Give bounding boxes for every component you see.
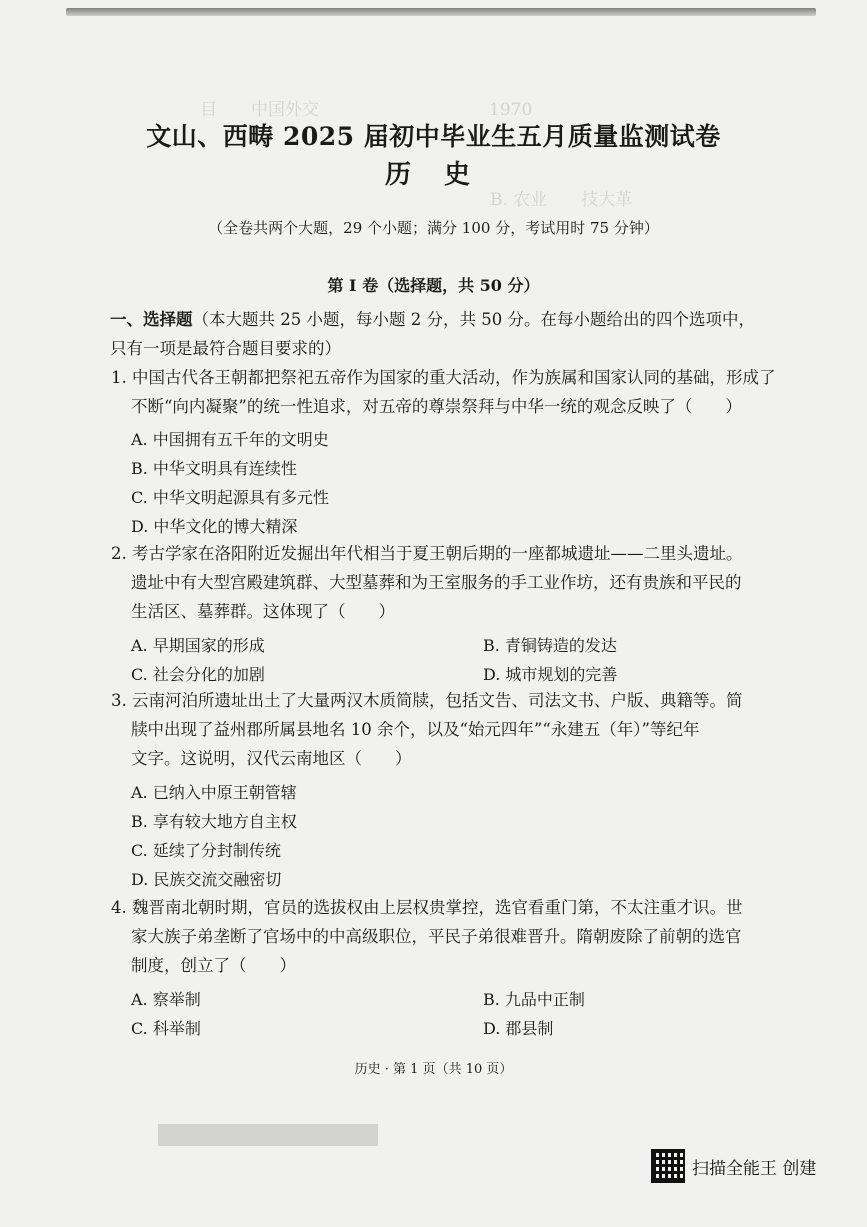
question-3-option-a: A. 已纳入中原王朝管辖 (131, 783, 297, 802)
question-2-option-d: D. 城市规划的完善 (483, 665, 618, 684)
subject-title: 历 史 (384, 160, 483, 190)
scanner-badge: 扫描全能王 创建 (692, 1159, 817, 1179)
question-3-line-2: 牍中出现了益州郡所属县地名 10 余个，以及“始元四年”“永建五（年）”等纪年 (131, 720, 700, 739)
section-instruction-cont: 只有一项是最符合题目要求的） (110, 339, 341, 358)
question-1-line-1: 1. 中国古代各王朝都把祭祀五帝作为国家的重大活动，作为族属和国家认同的基础，形成了 (111, 368, 776, 387)
volume-title: 第 I 卷（选择题，共 50 分） (327, 276, 540, 295)
scan-artifact (158, 1124, 378, 1146)
bleed-through-text: B. 农业 技大革 (490, 190, 633, 210)
question-3-line-1: 3. 云南河泊所遗址出土了大量两汉木质简牍，包括文告、司法文书、户版、典籍等。简 (111, 691, 743, 710)
question-4-option-d: D. 郡县制 (483, 1019, 554, 1038)
question-3-line-3: 文字。这说明，汉代云南地区（ ） (131, 749, 412, 768)
section-instruction: （本大题共 25 小题，每小题 2 分，共 50 分。在每小题给出的四个选项中， (192, 310, 755, 329)
question-3-option-d: D. 民族交流交融密切 (131, 870, 282, 889)
section-heading: 一、选择题 (110, 310, 193, 329)
question-2-line-3: 生活区、墓葬群。这体现了（ ） (131, 602, 395, 621)
exam-note: （全卷共两个大题，29 个小题；满分 100 分，考试用时 75 分钟） (208, 219, 659, 237)
question-4-option-a: A. 察举制 (131, 990, 201, 1009)
exam-title: 文山、西畴 2025 届初中毕业生五月质量监测试卷 (146, 122, 721, 151)
question-4-line-3: 制度，创立了（ ） (131, 956, 296, 975)
question-2-line-2: 遗址中有大型宫殿建筑群、大型墓葬和为王室服务的手工业作坊，还有贵族和平民的 (131, 573, 742, 592)
question-3-option-c: C. 延续了分封制传统 (131, 841, 281, 860)
question-2-line-1: 2. 考古学家在洛阳附近发掘出年代相当于夏王朝后期的一座都城遗址——二里头遗址。 (111, 544, 743, 563)
question-4-line-2: 家大族子弟垄断了官场中的中高级职位，平民子弟很难晋升。隋朝废除了前朝的选官 (131, 927, 742, 946)
question-4-option-c: C. 科举制 (131, 1019, 201, 1038)
section-heading-line (110, 310, 800, 330)
question-4-line-1: 4. 魏晋南北朝时期，官员的选拔权由上层权贵掌控，选官看重门第，不太注重才识。世 (111, 898, 743, 917)
bleed-through-text: 目 中国外交 1970 (200, 100, 533, 120)
question-3-option-b: B. 享有较大地方自主权 (131, 812, 297, 831)
scan-edge-shadow (66, 8, 816, 16)
question-1-option-c: C. 中华文明起源具有多元性 (131, 488, 329, 507)
question-1-option-a: A. 中国拥有五千年的文明史 (131, 430, 329, 449)
question-1-line-2: 不断“向内凝聚”的统一性追求，对五帝的尊崇祭拜与中华一统的观念反映了（ ） (131, 397, 742, 416)
qr-code-icon (651, 1149, 685, 1183)
question-4-option-b: B. 九品中正制 (483, 990, 585, 1009)
question-2-option-c: C. 社会分化的加剧 (131, 665, 265, 684)
page-footer: 历史 · 第 1 页（共 10 页） (354, 1062, 513, 1077)
question-1-option-b: B. 中华文明具有连续性 (131, 459, 297, 478)
question-2-option-a: A. 早期国家的形成 (131, 636, 265, 655)
question-1-option-d: D. 中华文化的博大精深 (131, 517, 298, 536)
question-2-option-b: B. 青铜铸造的发达 (483, 636, 617, 655)
